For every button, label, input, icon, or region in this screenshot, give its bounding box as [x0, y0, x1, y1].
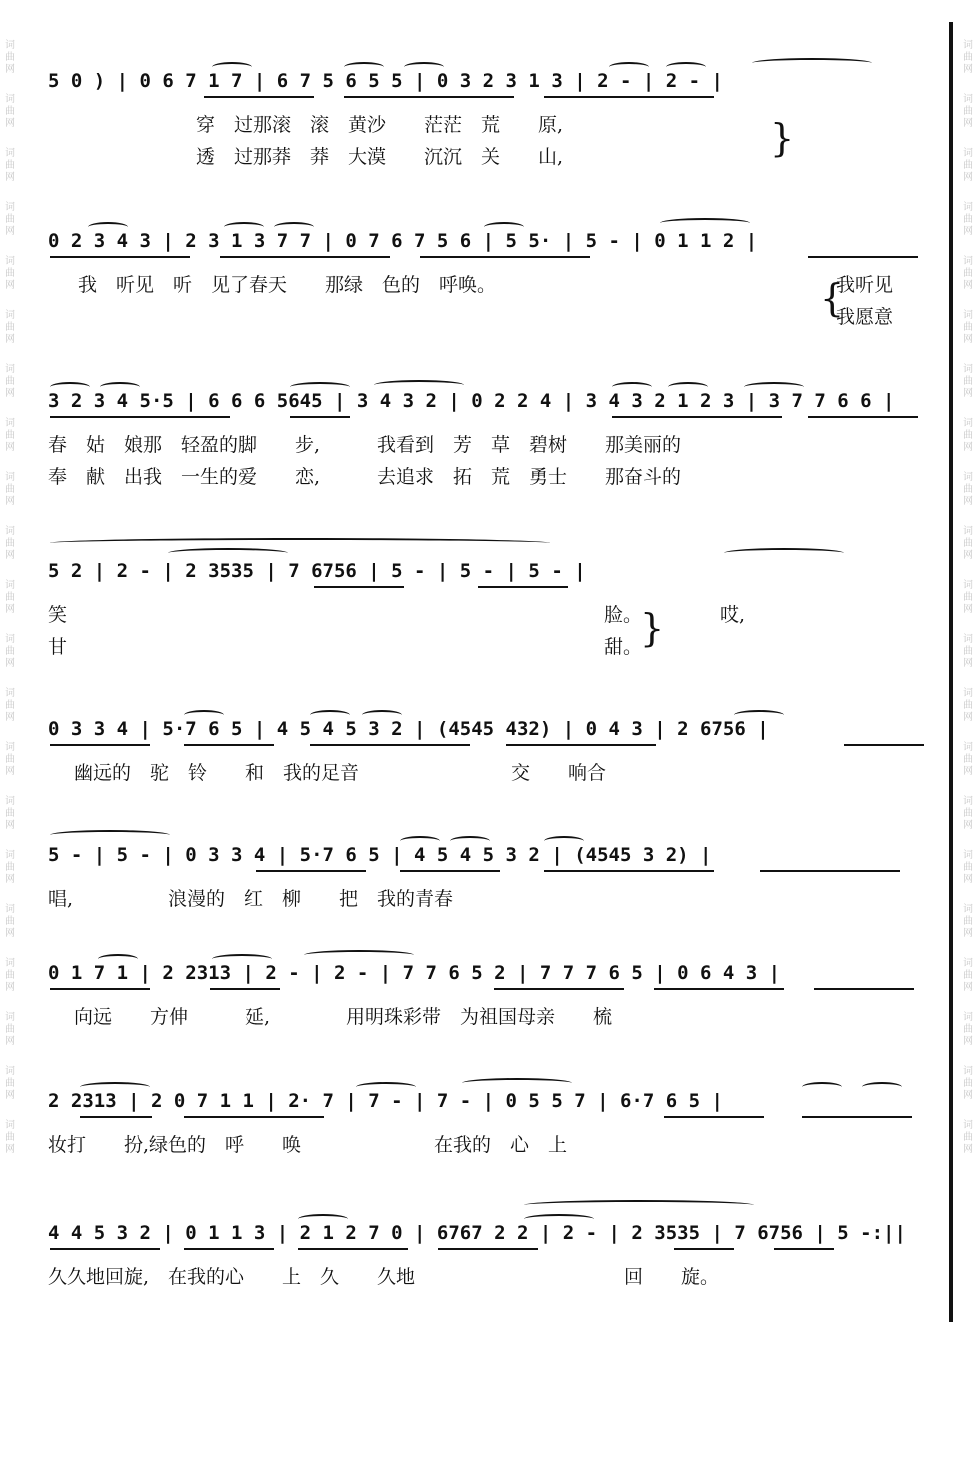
jianpu-notation-line	[44, 1214, 934, 1258]
beam-underline	[774, 1248, 834, 1250]
beam-underline	[220, 256, 390, 258]
lyric-text: 向远 方伸 延, 用明珠彩带 为祖国母亲 梳	[74, 1006, 613, 1028]
lyric-line-1	[44, 1258, 934, 1290]
watermark-text: 词曲网	[5, 796, 15, 831]
beam-underline	[50, 256, 190, 258]
jianpu-notation-line	[44, 836, 934, 880]
lyric-text: 甘	[48, 636, 68, 658]
jianpu-notation-line	[44, 552, 934, 596]
beam-underline	[664, 1116, 764, 1118]
jianpu-notation-line	[44, 62, 934, 106]
lyric-line-2	[44, 458, 934, 490]
watermark-text: 词曲网	[5, 1120, 15, 1155]
watermark-text: 词曲网	[963, 472, 973, 507]
slur-mark	[660, 218, 750, 228]
beam-underline	[438, 1248, 538, 1250]
watermark-text: 词曲网	[5, 40, 15, 75]
slur-mark	[168, 548, 288, 558]
watermark-text: 词曲网	[963, 418, 973, 453]
beam-underline	[80, 1116, 152, 1118]
jianpu-notation-line	[44, 954, 934, 998]
notes-text: 5 0 ) | 0 6 7 1 7 | 6 7 5 6 5 5 | 0 3 2 3 1 3 | 2 - | 2 - |	[48, 70, 723, 92]
music-system	[44, 382, 934, 490]
slur-mark	[374, 380, 464, 390]
lyric-text: 唱, 浪漫的 红 柳 把 我的青春	[48, 888, 454, 910]
watermark-text: 词曲网	[963, 202, 973, 237]
beam-underline	[314, 586, 404, 588]
watermark-text: 词曲网	[963, 148, 973, 183]
lyric-text: 甜。	[604, 636, 643, 658]
watermark-text: 词曲网	[963, 1066, 973, 1101]
beam-underline	[612, 416, 782, 418]
beam-underline	[184, 1116, 324, 1118]
watermark-text: 词曲网	[963, 1012, 973, 1047]
watermark-text: 词曲网	[963, 958, 973, 993]
slur-mark	[524, 1200, 754, 1210]
beam-underline	[808, 416, 918, 418]
lyric-line-2	[44, 138, 934, 170]
slur-mark	[50, 830, 170, 840]
watermark-text: 词曲网	[963, 796, 973, 831]
watermark-text: 词曲网	[5, 904, 15, 939]
watermark-text: 词曲网	[963, 742, 973, 777]
music-system	[44, 954, 934, 1030]
watermark-text: 词曲网	[5, 364, 15, 399]
beam-underline	[50, 1248, 160, 1250]
beam-underline	[844, 744, 924, 746]
notes-text: 5 - | 5 - | 0 3 3 4 | 5·7 6 5 | 4 5 4 5 3 2 | (4545 3 2) |	[48, 844, 712, 866]
beam-underline	[298, 1248, 408, 1250]
beam-underline	[506, 744, 656, 746]
beam-underline	[802, 1116, 912, 1118]
music-system	[44, 1214, 934, 1290]
watermark-text: 词曲网	[963, 1120, 973, 1155]
beam-underline	[50, 416, 230, 418]
lyric-text: 笑	[48, 604, 68, 626]
watermark-text: 词曲网	[963, 688, 973, 723]
watermark-text: 词曲网	[5, 526, 15, 561]
watermark-text: 词曲网	[5, 1066, 15, 1101]
watermark-text: 词曲网	[963, 364, 973, 399]
lyric-text: 脸。	[604, 604, 643, 626]
lyric-line-1	[44, 998, 934, 1030]
music-system	[44, 1082, 934, 1158]
verse-brace: }	[770, 116, 795, 160]
watermark-text: 词曲网	[963, 580, 973, 615]
watermark-text: 词曲网	[5, 202, 15, 237]
beam-underline	[808, 256, 918, 258]
slur-mark	[724, 548, 844, 558]
notes-text: 5 2 | 2 - | 2 3535 | 7 6756 | 5 - | 5 - | 5 - |	[48, 560, 586, 582]
lyric-line-1	[44, 426, 934, 458]
lyric-text: 久久地回旋, 在我的心 上 久 久地 回 旋。	[48, 1266, 720, 1288]
jianpu-notation-line	[44, 1082, 934, 1126]
lyric-line-1	[44, 266, 934, 298]
notes-text: 0 3 3 4 | 5·7 6 5 | 4 5 4 5 3 2 | (4545 432) | 0 4 3 | 2 6756 |	[48, 718, 769, 740]
lyric-text: 幽远的 驼 铃 和 我的足音 交 响合	[74, 762, 607, 784]
verse-brace: }	[640, 606, 665, 650]
watermark-text: 词曲网	[5, 472, 15, 507]
slur-mark	[802, 1082, 842, 1092]
lyric-text: 奉 献 出我 一生的爱 恋, 去追求 拓 荒 勇士 那奋斗的	[48, 466, 682, 488]
page-edge-rule	[949, 22, 953, 1322]
beam-underline	[256, 870, 366, 872]
slur-mark	[752, 58, 872, 68]
lyric-text: 哎,	[720, 604, 746, 626]
lyric-line-1	[44, 880, 934, 912]
watermark-text: 词曲网	[5, 850, 15, 885]
beam-underline	[204, 96, 314, 98]
music-system	[44, 836, 934, 912]
music-system	[44, 710, 934, 786]
music-system	[44, 552, 934, 660]
watermark-right	[960, 40, 976, 1320]
slur-mark	[862, 1082, 902, 1092]
beam-underline	[344, 96, 514, 98]
watermark-text: 词曲网	[5, 94, 15, 129]
jianpu-notation-line	[44, 710, 934, 754]
watermark-text: 词曲网	[963, 310, 973, 345]
lyric-line-2	[44, 628, 934, 660]
beam-underline	[544, 870, 714, 872]
lyric-line-2	[44, 298, 934, 330]
beam-underline	[184, 1248, 274, 1250]
lyric-text: 妆打 扮,绿色的 呼 唤 在我的 心 上	[48, 1134, 568, 1156]
watermark-text: 词曲网	[5, 256, 15, 291]
lyric-text: 我愿意	[836, 306, 894, 328]
watermark-left	[2, 40, 18, 1320]
notes-text: 0 2 3 4 3 | 2 3 1 3 7 7 | 0 7 6 7 5 6 | 5 5· | 5 - | 0 1 1 2 |	[48, 230, 758, 252]
watermark-text: 词曲网	[5, 688, 15, 723]
beam-underline	[50, 744, 150, 746]
watermark-text: 词曲网	[963, 634, 973, 669]
watermark-text: 词曲网	[5, 310, 15, 345]
lyric-text: 穿 过那滚 滚 黄沙 茫茫 荒 原,	[196, 114, 564, 136]
slur-mark	[462, 1078, 572, 1088]
watermark-text: 词曲网	[963, 256, 973, 291]
beam-underline	[814, 988, 914, 990]
lyric-text: 我 听见 听 见了春天 那绿 色的 呼唤。	[78, 274, 497, 296]
beam-underline	[400, 870, 500, 872]
watermark-text: 词曲网	[5, 958, 15, 993]
slur-mark	[50, 538, 550, 548]
beam-underline	[760, 870, 900, 872]
beam-underline	[478, 586, 568, 588]
watermark-text: 词曲网	[5, 634, 15, 669]
lyric-line-1	[44, 596, 934, 628]
notes-text: 0 1 7 1 | 2 2313 | 2 - | 2 - | 7 7 6 5 2 | 7 7 7 6 5 | 0 6 4 3 |	[48, 962, 781, 984]
beam-underline	[494, 988, 624, 990]
watermark-text: 词曲网	[5, 580, 15, 615]
notes-text: 2 2313 | 2 0 7 1 1 | 2· 7 | 7 - | 7 - | 0 5 5 7 | 6·7 6 5 |	[48, 1090, 723, 1112]
lyric-text: 透 过那莽 莽 大漠 沉沉 关 山,	[196, 146, 564, 168]
watermark-text: 词曲网	[963, 94, 973, 129]
watermark-text: 词曲网	[5, 418, 15, 453]
beam-underline	[184, 744, 274, 746]
watermark-text: 词曲网	[5, 1012, 15, 1047]
beam-underline	[290, 416, 350, 418]
watermark-text: 词曲网	[963, 850, 973, 885]
jianpu-notation-line	[44, 382, 934, 426]
notes-text: 4 4 5 3 2 | 0 1 1 3 | 2 1 2 7 0 | 6767 2 2 | 2 - | 2 3535 | 7 6756 | 5 -:||	[48, 1222, 906, 1244]
beam-underline	[654, 988, 784, 990]
beam-underline	[50, 988, 150, 990]
beam-underline	[310, 744, 470, 746]
lyric-line-1	[44, 1126, 934, 1158]
music-system	[44, 62, 934, 170]
lyric-text: 春 姑 娘那 轻盈的脚 步, 我看到 芳 草 碧树 那美丽的	[48, 434, 682, 456]
beam-underline	[674, 1248, 734, 1250]
notes-text: 3 2 3 4 5·5 | 6 6 6 5645 | 3 4 3 2 | 0 2 2 4 | 3 4 3 2 1 2 3 | 3 7 7 6 6 |	[48, 390, 895, 412]
watermark-text: 词曲网	[5, 742, 15, 777]
beam-underline	[210, 988, 280, 990]
watermark-text: 词曲网	[5, 148, 15, 183]
beam-underline	[420, 256, 590, 258]
watermark-text: 词曲网	[963, 904, 973, 939]
music-system	[44, 222, 934, 330]
verse-brace: {	[820, 276, 845, 320]
slur-mark	[304, 950, 414, 960]
jianpu-notation-line	[44, 222, 934, 266]
beam-underline	[544, 96, 714, 98]
watermark-text: 词曲网	[963, 526, 973, 561]
watermark-text: 词曲网	[963, 40, 973, 75]
lyric-line-1	[44, 754, 934, 786]
lyric-line-1	[44, 106, 934, 138]
lyric-text: 我听见	[836, 274, 894, 296]
